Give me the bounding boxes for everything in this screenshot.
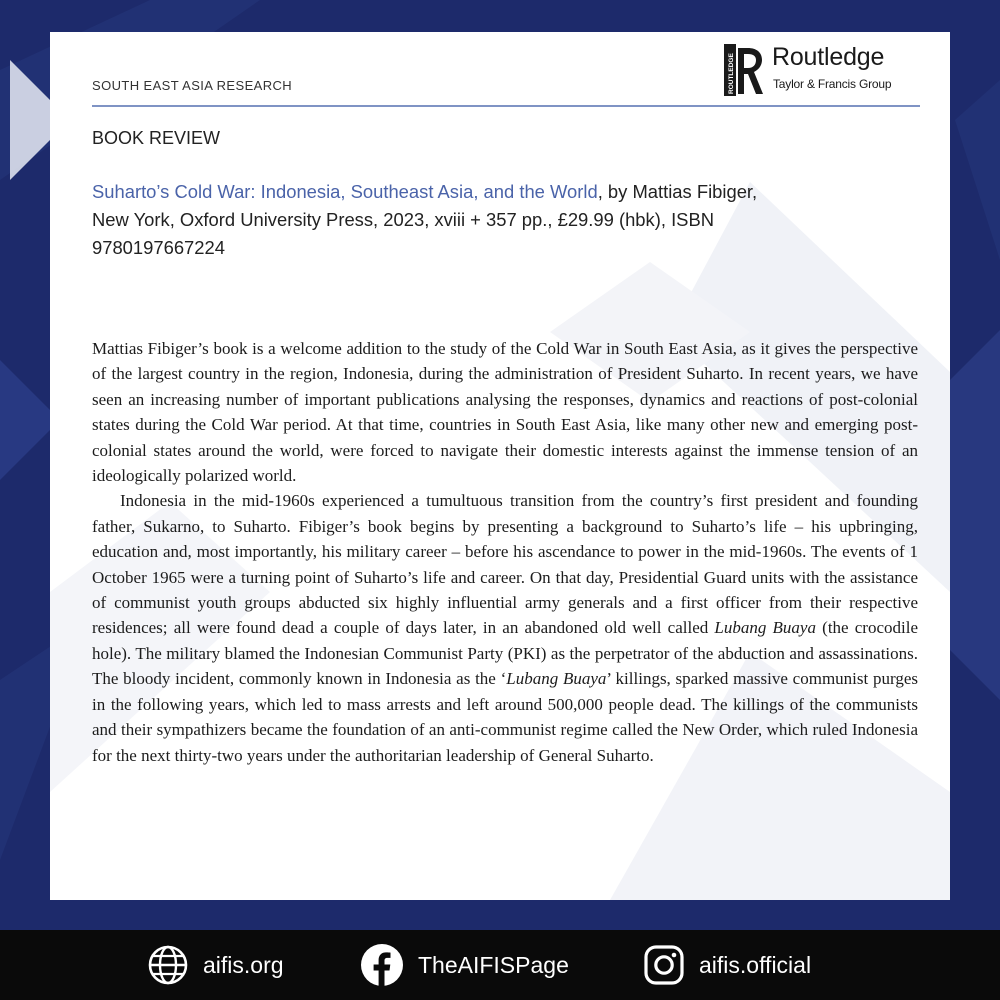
facebook-icon <box>360 943 404 987</box>
instagram-icon <box>643 944 685 986</box>
review-body <box>92 336 918 768</box>
paragraph-2-italic-term: Lubang Buaya <box>714 618 816 638</box>
paragraph-2-start: Indonesia in the mid-1960s experienced a tumultuous transition from the country’s first president and founding father, Sukarno, to Suharto. Fibiger’s book begins by presenting a background to Suharto’s life – his upbringing, education and, most importantly, his military career – before his ascendance to power in the mid-1960s. The events of 1 October 1965 were a turning point of Suharto’s life and career. On that day, Presidential Guard units with the assistance of communist youth groups abducted six highly influential army generals and a first officer from their respective residences; all were found dead a couple of days later, in an abandoned old well called <box>92 491 918 638</box>
paragraph-1: Mattias Fibiger’s book is a welcome addition to the study of the Cold War in South East Asia, as it gives the perspective of the largest country in the region, Indonesia, during the administration of President Suharto. In recent years, we have seen an increasing number of important publications analysing the responses, dynamics and reactions of post-colonial states during the Cold War period. At that time, countries in South East Asia, like many other new and emerging post-colonial states around the world, were forced to navigate their domestic interests against the immense tension of an ideologically polarized world. <box>92 339 918 486</box>
website-label: aifis.org <box>203 951 284 978</box>
globe-icon <box>147 944 189 986</box>
instagram-link[interactable] <box>643 930 811 1000</box>
publisher-logo <box>724 42 924 102</box>
logo-vertical-text: ROUTLEDGE <box>728 53 735 94</box>
citation-author: , by Mattias Fibiger, <box>597 181 758 202</box>
website-link[interactable] <box>147 930 284 1000</box>
paragraph-2 <box>92 488 918 767</box>
social-footer <box>0 930 1000 1000</box>
book-title-link[interactable]: Suharto’s Cold War: Indonesia, Southeast Asia, and the World <box>92 181 598 202</box>
facebook-label: TheAIFISPage <box>418 951 569 978</box>
header-divider <box>92 105 920 107</box>
publisher-name: Routledge <box>772 43 885 71</box>
journal-name: SOUTH EAST ASIA RESEARCH <box>92 78 293 93</box>
instagram-label: aifis.official <box>699 951 812 978</box>
facebook-link[interactable] <box>360 930 569 1000</box>
paragraph-2-italic-term-2: Lubang Buaya <box>506 669 607 689</box>
book-citation <box>92 178 912 262</box>
section-label: BOOK REVIEW <box>92 128 221 148</box>
paragraph-2-middle: (the crocodile hole). The military blamed the Indonesian Communist Party (PKI) as the perpetrator of the abduction and assassinations. The bloody incident, commonly known in Indonesia as the ‘ <box>92 618 918 689</box>
routledge-logo-icon <box>724 44 764 96</box>
citation-publication: New York, Oxford University Press, 2023, xviii + 357 pp., £29.99 (hbk), ISBN <box>92 209 714 230</box>
article-page <box>50 32 950 900</box>
citation-isbn: 9780197667224 <box>92 237 225 258</box>
publisher-group: Taylor & Francis Group <box>773 77 892 91</box>
paragraph-2-end: ’ killings, sparked massive communist purges in the following years, which led to mass arrests and left around 500,000 people dead. The killings of the communists and their sympathizers became the foundation of an anti-communist regime called the New Order, which ruled Indonesia for the next thirty-two years under the authoritarian leadership of General Suharto. <box>92 669 918 765</box>
